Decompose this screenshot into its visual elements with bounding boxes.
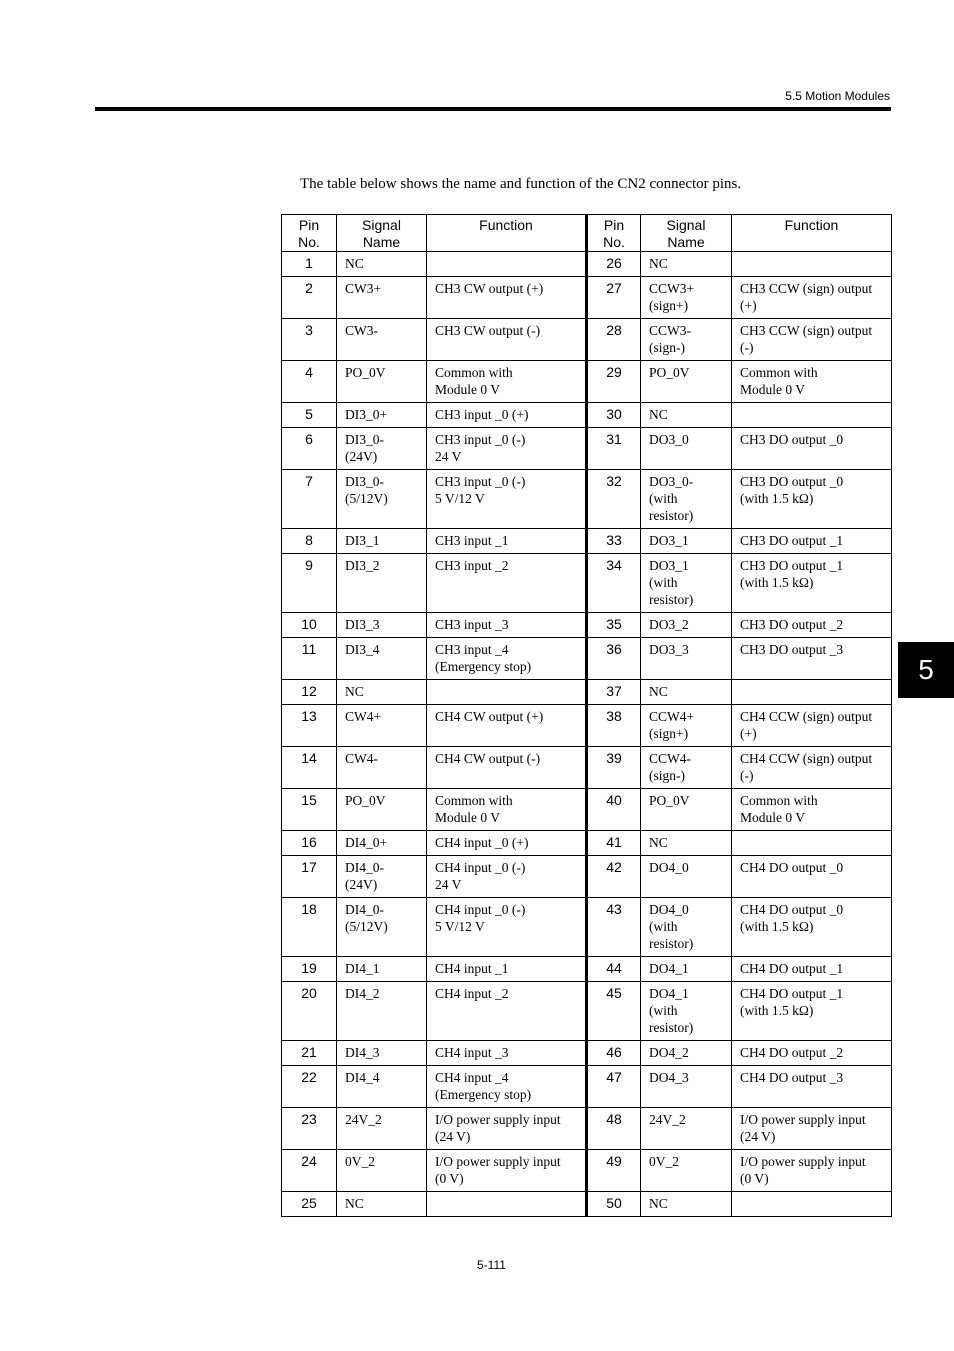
cell-signal-name: CW3+ — [337, 277, 427, 319]
table-row — [282, 277, 892, 319]
cell-pin-no-right: 33 — [587, 529, 641, 554]
table-row — [282, 403, 892, 428]
cell-signal-name: DI4_4 — [337, 1066, 427, 1108]
cell-signal-name-right: NC — [641, 1192, 732, 1217]
cell-pin-no-right: 38 — [587, 705, 641, 747]
cell-function-right: Common with Module 0 V — [732, 789, 892, 831]
cell-signal-name: DI3_1 — [337, 529, 427, 554]
cell-pin-no-right: 31 — [587, 428, 641, 470]
cell-signal-name-right: DO3_1 (with resistor) — [641, 554, 732, 613]
pin-table — [281, 214, 892, 1217]
cell-signal-name: DI4_3 — [337, 1041, 427, 1066]
cell-function: CH3 input _3 — [427, 613, 587, 638]
intro-text: The table below shows the name and function of the CN2 connector pins. — [300, 176, 742, 192]
cell-signal-name: CW4- — [337, 747, 427, 789]
cell-signal-name: DI4_0- (24V) — [337, 856, 427, 898]
cell-signal-name-right: DO4_1 (with resistor) — [641, 982, 732, 1041]
cell-function-right: CH4 DO output _1 — [732, 957, 892, 982]
cell-function: CH4 CW output (-) — [427, 747, 587, 789]
cell-signal-name-right: NC — [641, 403, 732, 428]
table-row — [282, 613, 892, 638]
cell-function-right: CH3 DO output _2 — [732, 613, 892, 638]
cell-function: CH3 CW output (-) — [427, 319, 587, 361]
cell-pin-no-right: 34 — [587, 554, 641, 613]
cell-function-right: CH4 DO output _3 — [732, 1066, 892, 1108]
cell-pin-no-right: 39 — [587, 747, 641, 789]
cell-signal-name: DI4_2 — [337, 982, 427, 1041]
cell-pin-no-right: 42 — [587, 856, 641, 898]
table-row — [282, 1150, 892, 1192]
cell-signal-name-right: PO_0V — [641, 361, 732, 403]
cell-function-right: I/O power supply input (24 V) — [732, 1108, 892, 1150]
cell-pin-no: 6 — [282, 428, 337, 470]
cell-pin-no: 19 — [282, 957, 337, 982]
cell-function: CH3 input _1 — [427, 529, 587, 554]
cell-pin-no: 8 — [282, 529, 337, 554]
header-function-right: Function — [732, 215, 892, 252]
cell-pin-no: 9 — [282, 554, 337, 613]
table-row — [282, 831, 892, 856]
cell-signal-name: PO_0V — [337, 361, 427, 403]
table-row — [282, 789, 892, 831]
cell-pin-no-right: 37 — [587, 680, 641, 705]
cell-function — [427, 680, 587, 705]
cell-signal-name: DI3_2 — [337, 554, 427, 613]
cell-pin-no-right: 36 — [587, 638, 641, 680]
table-row — [282, 1192, 892, 1217]
table-row — [282, 1066, 892, 1108]
cell-function: CH4 input _2 — [427, 982, 587, 1041]
table-header-row — [282, 215, 892, 252]
cell-signal-name-right: DO3_3 — [641, 638, 732, 680]
cell-pin-no: 5 — [282, 403, 337, 428]
cell-signal-name-right: NC — [641, 252, 732, 277]
cell-signal-name: DI4_1 — [337, 957, 427, 982]
cell-function-right — [732, 403, 892, 428]
cell-function: CH4 input _0 (-) 24 V — [427, 856, 587, 898]
chapter-tab: 5 — [898, 642, 954, 698]
cell-signal-name: CW3- — [337, 319, 427, 361]
cell-function: CH4 input _3 — [427, 1041, 587, 1066]
cell-signal-name-right: DO4_0 (with resistor) — [641, 898, 732, 957]
cell-pin-no-right: 50 — [587, 1192, 641, 1217]
cell-pin-no: 1 — [282, 252, 337, 277]
cell-signal-name: DI3_3 — [337, 613, 427, 638]
cell-signal-name-right: CCW4+ (sign+) — [641, 705, 732, 747]
table-row — [282, 1041, 892, 1066]
cell-pin-no: 16 — [282, 831, 337, 856]
cell-pin-no: 13 — [282, 705, 337, 747]
cell-function: CH3 input _4 (Emergency stop) — [427, 638, 587, 680]
cell-pin-no-right: 41 — [587, 831, 641, 856]
table-row — [282, 982, 892, 1041]
cell-signal-name-right: DO4_3 — [641, 1066, 732, 1108]
cell-pin-no: 4 — [282, 361, 337, 403]
cell-pin-no-right: 45 — [587, 982, 641, 1041]
cell-signal-name: DI3_4 — [337, 638, 427, 680]
cell-function: CH4 CW output (+) — [427, 705, 587, 747]
cell-pin-no: 12 — [282, 680, 337, 705]
cell-function: CH4 input _4 (Emergency stop) — [427, 1066, 587, 1108]
cell-function — [427, 252, 587, 277]
cell-function-right: CH3 DO output _0 (with 1.5 kΩ) — [732, 470, 892, 529]
cell-pin-no-right: 44 — [587, 957, 641, 982]
cell-function-right: CH4 DO output _1 (with 1.5 kΩ) — [732, 982, 892, 1041]
section-header: 5.5 Motion Modules — [785, 89, 890, 103]
cell-signal-name-right: CCW3- (sign-) — [641, 319, 732, 361]
cell-pin-no-right: 30 — [587, 403, 641, 428]
cell-function-right — [732, 1192, 892, 1217]
cell-function: CH4 input _1 — [427, 957, 587, 982]
cell-pin-no: 14 — [282, 747, 337, 789]
cell-pin-no: 2 — [282, 277, 337, 319]
cell-function — [427, 1192, 587, 1217]
cell-function-right: Common with Module 0 V — [732, 361, 892, 403]
cell-function: Common with Module 0 V — [427, 789, 587, 831]
cell-signal-name: NC — [337, 1192, 427, 1217]
cell-signal-name-right: DO3_1 — [641, 529, 732, 554]
header-function: Function — [427, 215, 587, 252]
cell-function-right: CH3 CCW (sign) output (+) — [732, 277, 892, 319]
cell-signal-name-right: NC — [641, 831, 732, 856]
cell-pin-no-right: 28 — [587, 319, 641, 361]
table-row — [282, 1108, 892, 1150]
cell-function: CH3 input _0 (-) 24 V — [427, 428, 587, 470]
cell-signal-name-right: 0V_2 — [641, 1150, 732, 1192]
cell-function-right — [732, 831, 892, 856]
cell-signal-name-right: DO3_0 — [641, 428, 732, 470]
cell-function-right: CH4 DO output _0 — [732, 856, 892, 898]
cell-pin-no-right: 47 — [587, 1066, 641, 1108]
cell-pin-no: 20 — [282, 982, 337, 1041]
cell-pin-no-right: 26 — [587, 252, 641, 277]
cell-pin-no: 22 — [282, 1066, 337, 1108]
cell-function: I/O power supply input (0 V) — [427, 1150, 587, 1192]
cell-function-right: CH4 DO output _0 (with 1.5 kΩ) — [732, 898, 892, 957]
cell-pin-no: 21 — [282, 1041, 337, 1066]
page-number: 5-111 — [477, 1258, 506, 1272]
cell-function-right: CH4 DO output _2 — [732, 1041, 892, 1066]
cell-function-right: CH3 CCW (sign) output (-) — [732, 319, 892, 361]
table-row — [282, 428, 892, 470]
table-row — [282, 361, 892, 403]
table-row — [282, 529, 892, 554]
cell-pin-no: 23 — [282, 1108, 337, 1150]
cell-function-right — [732, 680, 892, 705]
cell-pin-no-right: 43 — [587, 898, 641, 957]
cell-signal-name: DI3_0+ — [337, 403, 427, 428]
cell-pin-no: 10 — [282, 613, 337, 638]
cell-signal-name-right: DO4_0 — [641, 856, 732, 898]
cell-function-right: I/O power supply input (0 V) — [732, 1150, 892, 1192]
cell-function: CH3 CW output (+) — [427, 277, 587, 319]
cell-pin-no-right: 35 — [587, 613, 641, 638]
cell-signal-name: DI3_0- (24V) — [337, 428, 427, 470]
table-row — [282, 705, 892, 747]
cell-function: CH4 input _0 (+) — [427, 831, 587, 856]
header-pin-no: Pin No. — [282, 215, 337, 252]
cell-function: Common with Module 0 V — [427, 361, 587, 403]
cell-pin-no: 25 — [282, 1192, 337, 1217]
cell-pin-no: 15 — [282, 789, 337, 831]
table-row — [282, 957, 892, 982]
cell-pin-no-right: 49 — [587, 1150, 641, 1192]
cell-signal-name: 0V_2 — [337, 1150, 427, 1192]
table-row — [282, 856, 892, 898]
cell-pin-no-right: 29 — [587, 361, 641, 403]
cell-signal-name: PO_0V — [337, 789, 427, 831]
cell-signal-name-right: DO4_1 — [641, 957, 732, 982]
table-row — [282, 252, 892, 277]
cell-function-right: CH3 DO output _1 (with 1.5 kΩ) — [732, 554, 892, 613]
cell-signal-name-right: DO3_0- (with resistor) — [641, 470, 732, 529]
cell-function: CH3 input _0 (+) — [427, 403, 587, 428]
table-row — [282, 747, 892, 789]
header-rule — [95, 107, 891, 111]
table-row — [282, 898, 892, 957]
header-signal-name: Signal Name — [337, 215, 427, 252]
cell-signal-name: DI3_0- (5/12V) — [337, 470, 427, 529]
cell-signal-name: DI4_0- (5/12V) — [337, 898, 427, 957]
cell-pin-no: 7 — [282, 470, 337, 529]
header-signal-name-right: Signal Name — [641, 215, 732, 252]
cell-function-right: CH3 DO output _0 — [732, 428, 892, 470]
cell-signal-name: 24V_2 — [337, 1108, 427, 1150]
cell-signal-name-right: NC — [641, 680, 732, 705]
header-pin-no-right: Pin No. — [587, 215, 641, 252]
cell-function: CH3 input _2 — [427, 554, 587, 613]
cell-signal-name: DI4_0+ — [337, 831, 427, 856]
cell-signal-name-right: DO3_2 — [641, 613, 732, 638]
cell-signal-name: NC — [337, 680, 427, 705]
cell-signal-name-right: CCW4- (sign-) — [641, 747, 732, 789]
cell-signal-name-right: 24V_2 — [641, 1108, 732, 1150]
cell-signal-name-right: DO4_2 — [641, 1041, 732, 1066]
cell-signal-name-right: CCW3+ (sign+) — [641, 277, 732, 319]
cell-signal-name-right: PO_0V — [641, 789, 732, 831]
cell-function: CH4 input _0 (-) 5 V/12 V — [427, 898, 587, 957]
cell-signal-name: NC — [337, 252, 427, 277]
cell-function: CH3 input _0 (-) 5 V/12 V — [427, 470, 587, 529]
cell-pin-no-right: 48 — [587, 1108, 641, 1150]
cell-function-right: CH3 DO output _1 — [732, 529, 892, 554]
table-row — [282, 470, 892, 529]
cell-pin-no-right: 40 — [587, 789, 641, 831]
cell-function: I/O power supply input (24 V) — [427, 1108, 587, 1150]
cell-pin-no: 18 — [282, 898, 337, 957]
cell-pin-no: 24 — [282, 1150, 337, 1192]
table-row — [282, 680, 892, 705]
cell-function-right: CH3 DO output _3 — [732, 638, 892, 680]
table-row — [282, 554, 892, 613]
cell-function-right: CH4 CCW (sign) output (+) — [732, 705, 892, 747]
cell-pin-no-right: 27 — [587, 277, 641, 319]
table-row — [282, 319, 892, 361]
cell-pin-no: 17 — [282, 856, 337, 898]
table-row — [282, 638, 892, 680]
cell-signal-name: CW4+ — [337, 705, 427, 747]
cell-pin-no-right: 32 — [587, 470, 641, 529]
cell-function-right — [732, 252, 892, 277]
cell-function-right: CH4 CCW (sign) output (-) — [732, 747, 892, 789]
cell-pin-no: 3 — [282, 319, 337, 361]
cell-pin-no: 11 — [282, 638, 337, 680]
cell-pin-no-right: 46 — [587, 1041, 641, 1066]
